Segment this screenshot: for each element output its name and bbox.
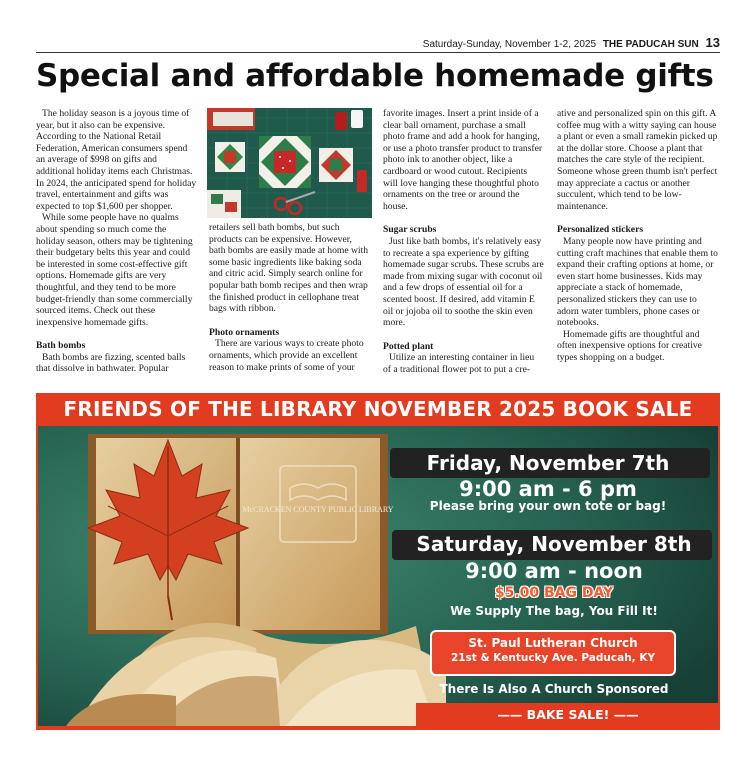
church-address: 21st & Kentucky Ave. Paducah, KY <box>450 652 656 664</box>
issue-date: Saturday-Sunday, November 1-2, 2025 <box>422 39 597 50</box>
paragraph: Just like bath bombs, it's relatively easy to recreate a spa experience by gifting homemade sugar scrubs. These scrubs are made from mixing sugar with coconut oil and a few drops of essential oil for a scented boost. If desired, add vitamin E oil or jojoba oil to soothe the skin even more. <box>383 235 544 329</box>
article-column-1 <box>36 108 197 375</box>
paragraph: Many people now have printing and cutting craft machines that enable them to expand their crafting options at home, or even start home businesses. Kids may appreciate a stack of homemade, personalized stickers they can use to adorn water tumblers, phone cases or notebooks. <box>557 235 718 329</box>
paragraph: ative and personalized spin on this gift. A coffee mug with a witty saying can house a plant or even a small ramekin picked up at the dollar store. Choose a plant that matches the care style of the recipient. Someone whose green thumb isn't perfect may appreciate a cactus or another succulent, which tend to be low-maintenance. <box>557 108 718 212</box>
ad-banner-title: FRIENDS OF THE LIBRARY NOVEMBER 2025 BOOK SALE <box>63 397 693 421</box>
article-column-2 <box>209 222 370 373</box>
friday-hours: 9:00 am - 6 pm <box>459 477 637 501</box>
subhead-bath-bombs: Bath bombs <box>36 340 86 352</box>
subhead-photo-ornaments: Photo ornaments <box>209 326 280 338</box>
article-headline: Special and affordable homemade gifts <box>36 58 714 94</box>
paragraph: The holiday season is a joyous time of year, but it also can be expensive. According to the National Retail Federation, American consumers spend an average of $998 on gifts and additional holiday items each Christmas. In 2024, the anticipated spend for holiday travel, entertainment and gifts was expected to top $1,600 per shopper. <box>36 108 197 212</box>
paragraph: There are various ways to create photo ornaments, which provide an excellent reason to make prints of some of your <box>209 338 364 373</box>
tote-notice: Please bring your own tote or bag! <box>429 499 667 513</box>
bag-day-price: $5.00 BAG DAY <box>494 585 614 601</box>
paragraph: Utilize an interesting container in lieu of a traditional flower pot to put a cre- <box>383 352 535 375</box>
quilt-craft-photo <box>207 108 372 218</box>
article-column-3 <box>383 108 544 375</box>
page-number: 13 <box>705 35 720 50</box>
subhead-sugar-scrubs: Sugar scrubs <box>383 224 437 236</box>
friday-date: Friday, November 7th <box>426 451 670 475</box>
saturday-hours: 9:00 am - noon <box>465 559 643 583</box>
bag-supply-notice: We Supply The bag, You Fill It! <box>450 604 658 618</box>
paragraph: Homemade gifts are thoughtful and often inexpensive options for creative types shopping on a budget. <box>557 328 702 363</box>
library-logo-text: McCRACKEN COUNTY PUBLIC LIBRARY <box>242 505 394 514</box>
newspaper-name: THE PADUCAH SUN <box>602 39 699 50</box>
paragraph: While some people have no qualms about spending so much come the holiday season, others may be tightening their budgetary belts this year and could be interested in some cost-effective gift options. Homemade gifts are very thoughtful, and they tend to be more budget-friendly than some commercially sourced items. Check out these inexpensive homemade gifts. <box>36 212 193 328</box>
bake-sale-label: —— BAKE SALE! —— <box>497 707 639 722</box>
paragraph: Bath bombs are fizzing, scented balls that dissolve in bathwater. Popular <box>36 351 186 375</box>
article-column-4 <box>557 108 718 363</box>
subhead-personalized-stickers: Personalized stickers <box>557 224 644 236</box>
church-name: St. Paul Lutheran Church <box>468 636 638 650</box>
subhead-potted-plant: Potted plant <box>383 340 434 352</box>
sponsored-notice: There Is Also A Church Sponsored <box>439 682 669 696</box>
paragraph: favorite images. Insert a print inside of a clear ball ornament, purchase a small photo frame and add a hook for hanging, or use a photo transfer product to transfer photo ink to another object, like a cardboard or wood cutout. Recipients will love hanging these thoughtful photo ornaments on the tree or around the house. <box>383 108 543 212</box>
page-header <box>36 36 720 53</box>
saturday-date: Saturday, November 8th <box>416 532 692 556</box>
paragraph: retailers sell bath bombs, but such products can be expensive. However, bath bombs are easily made at home with some basic ingredients like baking soda and citric acid. Simply search online for popular bath bomb recipes and then wrap the finished product in cellophane treat bags with ribbon. <box>209 222 369 315</box>
